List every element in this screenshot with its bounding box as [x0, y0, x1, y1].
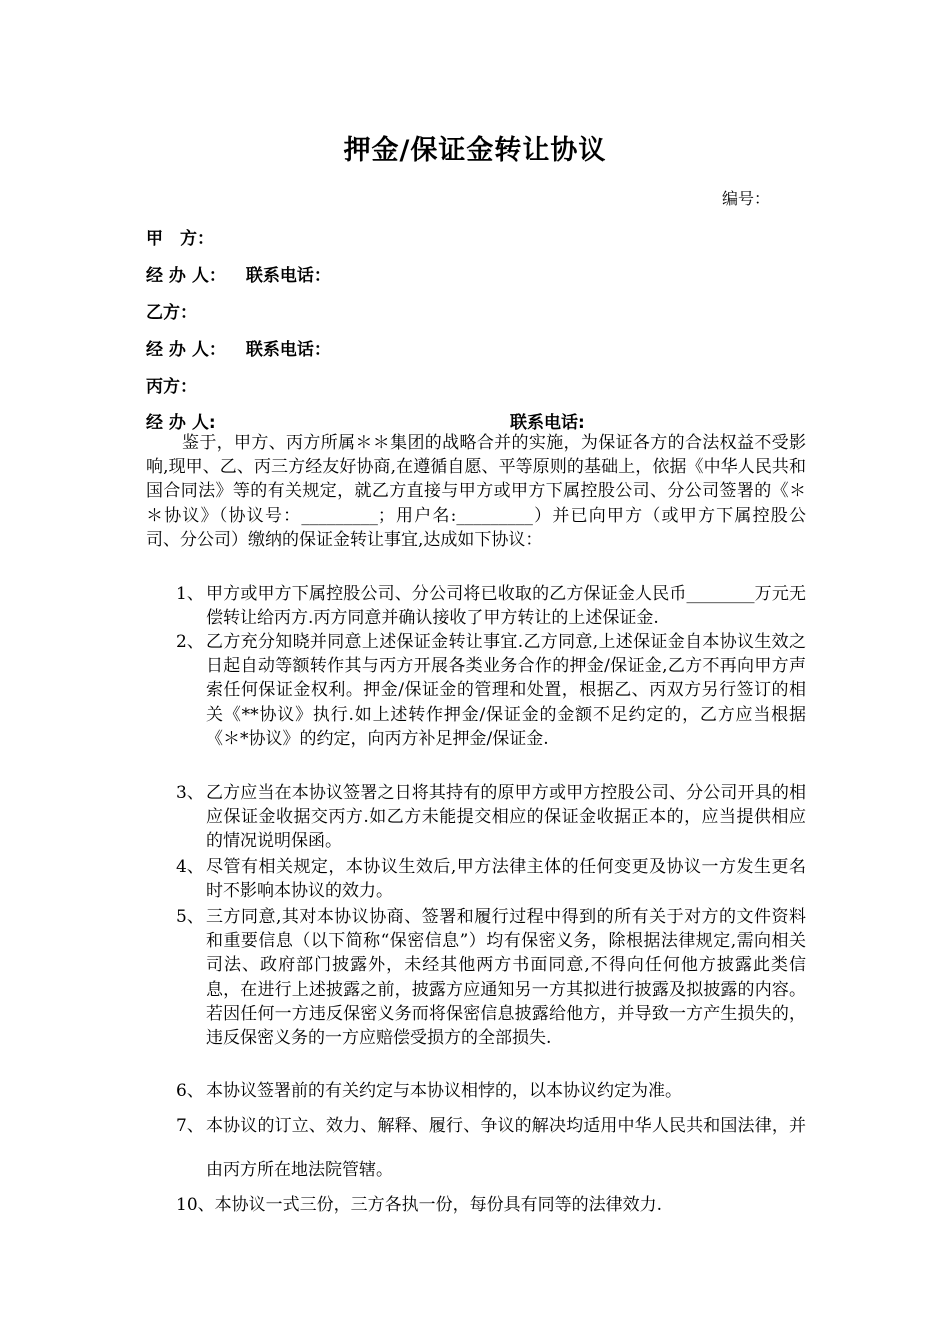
- party-c-agent-label: 经 办 人:: [146, 413, 216, 433]
- clause-10: 10、本协议一式三份，三方各执一份，每份具有同等的法律效力.: [176, 1195, 663, 1215]
- clause-number: 1、: [176, 584, 204, 604]
- clause-number: 7、: [176, 1116, 204, 1136]
- party-c-agent-line: [146, 408, 216, 433]
- clause-text: 甲方或甲方下属控股公司、分公司将已收取的乙方保证金人民币________万元无偿转让给丙方.丙方同意并确认接收了甲方转让的上述保证金.: [206, 584, 806, 629]
- clause-text: 本协议的订立、效力、解释、履行、争议的解决均适用中华人民共和国法律，并由丙方所在地法院管辖。: [206, 1116, 806, 1180]
- clause-text: 乙方充分知晓并同意上述保证金转让事宜.乙方同意,上述保证金自本协议生效之日起自动等额转作其与丙方开展各类业务合作的押金/保证金,乙方不再向甲方声索任何保证金权利。押金/保证金的管理和处置，根据乙、丙双方另行签订的相关《**协议》执行.如上述转作押金/保证金的金额不足约定的，乙方应当根据《＊*协议》的约定，向丙方补足押金/保证金.: [206, 632, 806, 749]
- clause-text: 尽管有相关规定，本协议生效后,甲方法律主体的任何变更及协议一方发生更名时不影响本协议的效力。: [206, 857, 806, 902]
- clause-text: 乙方应当在本协议签署之日将其持有的原甲方或甲方控股公司、分公司开具的相应保证金收据交丙方.如乙方未能提交相应的保证金收据正本的，应当提供相应的情况说明保函。: [206, 783, 806, 852]
- clause-number: 6、: [176, 1081, 204, 1101]
- clause-text: 三方同意,其对本协议协商、签署和履行过程中得到的所有关于对方的文件资料和重要信息（以下简称“保密信息”）均有保密义务，除根据法律规定,需向相关司法、政府部门披露外，未经其他两方书面同意,不得向任何他方披露此类信息，在进行上述披露之前，披露方应通知另一方其拟进行披露及拟披露的内容。若因任何一方违反保密义务而将保密信息披露给他方，并导致一方产生损失的，违反保密义务的一方应赔偿受损方的全部损失.: [206, 907, 806, 1049]
- agreement-number-label: 编号：: [722, 189, 771, 208]
- party-b-agent-label: 经 办 人：: [146, 340, 226, 360]
- clause-number: 2、: [176, 632, 204, 652]
- party-c-label: 丙方：: [146, 377, 197, 397]
- party-a-line: [146, 224, 214, 249]
- clause-number: 3、: [176, 783, 204, 803]
- intro-paragraph: 鉴于，甲方、丙方所属＊＊集团的战略合并的实施，为保证各方的合法权益不受影响,现甲、乙、丙三方经友好协商,在遵循自愿、平等原则的基础上，依据《中华人民共和国合同法》等的有关规定，就乙方直接与甲方或甲方下属控股公司、分公司签署的《＊＊协议》（协议号：_________；用户名:_________）并已向甲方（或甲方下属控股公司、分公司）缴纳的保证金转让事宜,达成如下协议：: [146, 433, 806, 550]
- party-b-line: [146, 298, 197, 323]
- party-b-agent-line: [146, 335, 331, 360]
- party-c-phone-label: 联系电话:: [510, 413, 585, 433]
- party-a-agent-line: [146, 261, 331, 286]
- clause-text: 本协议签署前的有关约定与本协议相悖的，以本协议约定为准。: [206, 1081, 682, 1101]
- party-a-label: 甲 方：: [146, 229, 214, 249]
- party-b-phone-label: 联系电话：: [245, 340, 331, 360]
- party-b-label: 乙方：: [146, 303, 197, 323]
- party-c-line: [146, 372, 197, 397]
- clause-number: 5、: [176, 907, 204, 927]
- clause-number: 4、: [176, 857, 204, 877]
- document-title: 押金/保证金转让协议: [343, 135, 607, 166]
- party-a-agent-label: 经 办 人：: [146, 266, 226, 286]
- party-a-phone-label: 联系电话：: [245, 266, 331, 286]
